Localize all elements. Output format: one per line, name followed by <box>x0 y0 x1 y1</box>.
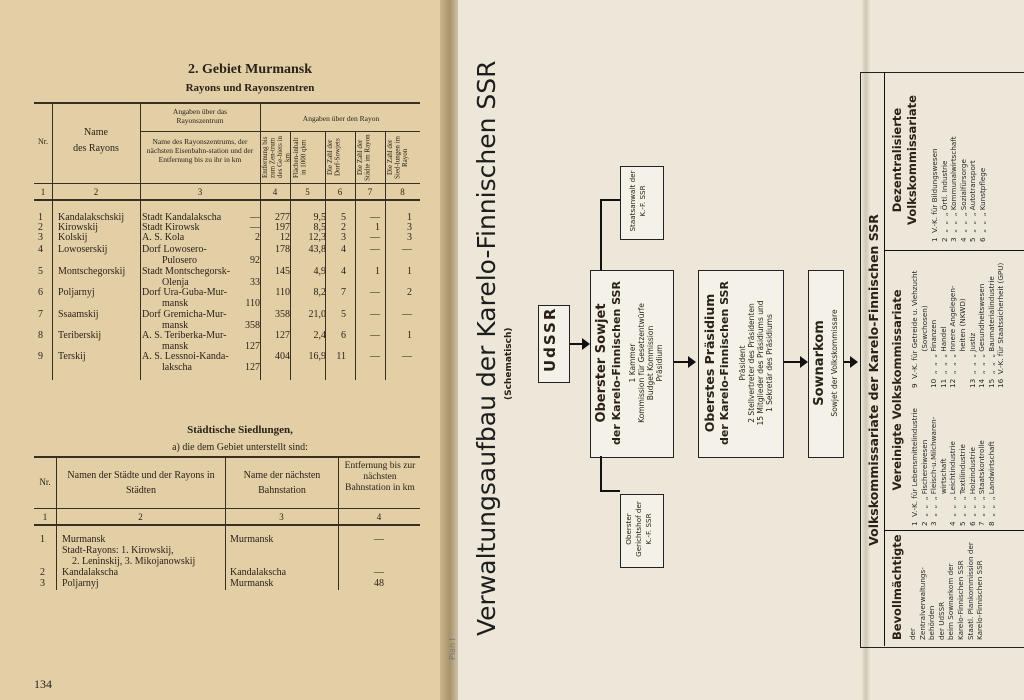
t2-dist: — <box>374 567 384 578</box>
t2-col-num: 1 <box>42 512 48 522</box>
cell-nr: 9 <box>38 351 43 362</box>
col-num: 7 <box>367 187 373 197</box>
cell-nr: 1 <box>38 212 43 223</box>
col-header-name: Name <box>84 127 108 138</box>
t2-col-num: 4 <box>376 512 382 522</box>
cell-d: 145 <box>275 266 290 277</box>
col-group-rayon: Angaben über den Rayon <box>302 114 380 123</box>
left-page <box>0 0 448 700</box>
t2-dist: — <box>374 534 384 545</box>
cell-sied: — <box>402 309 412 320</box>
col-header-dorf: Die Zahl der Dorf-Sowjets <box>326 138 342 177</box>
plan-label: Plan I <box>448 638 457 660</box>
panel-divider <box>884 72 885 646</box>
cell-name: Kandalakschskij <box>58 212 125 223</box>
cell-sied: 3 <box>407 232 412 243</box>
arrow-3 <box>784 361 806 363</box>
cell-name: Teriberskij <box>58 330 102 341</box>
page-subtitle: Rayons und Rayonszentren <box>185 82 315 94</box>
dezentral-title-2: Volkskommissariate <box>905 95 919 225</box>
cell-center: Stadt Kandalakscha <box>142 212 222 223</box>
sownarkom-label: Sownarkom <box>812 320 827 406</box>
staatsanwalt-label: Staatsanwalt der K.-F. SSR <box>628 170 647 232</box>
panel-title: Volkskommissariate der Karelo-Finnischen SSR <box>866 214 881 546</box>
col-header-name-2: des Rayons <box>73 143 119 154</box>
cell-dorf: 5 <box>341 309 346 320</box>
cell-st: — <box>370 309 380 320</box>
praesidium-title-1: Oberstes Präsidium <box>702 293 717 433</box>
cell-sied: 1 <box>407 330 412 341</box>
t2-bahn: Murmansk <box>230 534 274 545</box>
cell-name: Kolskij <box>58 232 88 243</box>
cell-center2: Pulosero <box>162 255 197 266</box>
cell-dorf: 4 <box>341 266 346 277</box>
t2-header-dist: Entfernung bis zur nächsten Bahnstation in km <box>344 461 416 493</box>
cell-st: — <box>370 244 380 255</box>
t2-bahn: Murmansk <box>230 578 274 589</box>
cell-center2: Olenja <box>162 277 189 288</box>
cell-dist: 127 <box>245 341 260 352</box>
cell-center: Stadt Montschegorsk- <box>142 266 231 277</box>
cell-center2: lakscha <box>162 362 192 373</box>
cell-area: 8,2 <box>313 287 326 298</box>
cell-dorf: 7 <box>341 287 346 298</box>
t2-header-nr: Nr. <box>39 477 51 487</box>
diagram-subtitle: (Schematisch) <box>504 327 514 400</box>
cell-st: — <box>370 287 380 298</box>
cell-nr: 5 <box>38 266 43 277</box>
praesidium-line: 2 Stellvertreter des Präsidenten <box>747 303 756 423</box>
dezentral-title-1: Dezentralisierte <box>890 107 904 213</box>
praesidium-line: Präsident <box>738 345 747 381</box>
t2-name: Murmansk <box>62 534 106 545</box>
cell-sied: 1 <box>407 212 412 223</box>
bevoll-title: Bevollmächtigte <box>890 534 904 640</box>
cell-st: — <box>370 232 380 243</box>
cell-d: 277 <box>275 212 290 223</box>
cell-d: 127 <box>275 330 290 341</box>
t2-col-num: 3 <box>279 512 284 522</box>
cell-name: Ssaamskij <box>58 309 99 320</box>
cell-area: 16,9 <box>308 351 326 362</box>
cell-name: Lowoserskij <box>58 244 108 255</box>
cell-dist: 110 <box>245 298 260 309</box>
cell-dorf: 6 <box>341 330 346 341</box>
t2-header-bahn: Name der nächsten Bahnstation <box>243 470 321 496</box>
cell-area: 8,5 <box>313 222 326 233</box>
cell-name: Montschegorskij <box>58 266 126 277</box>
sowjet-title-2: der Karelo-Finnischen SSR <box>610 281 623 445</box>
connector <box>600 490 620 492</box>
cell-center: A. S. Teriberka-Mur- <box>142 330 227 341</box>
cell-area: 9,5 <box>313 212 326 223</box>
cell-dist: — <box>250 212 260 223</box>
col-num: 8 <box>400 187 405 197</box>
cell-d: 178 <box>275 244 290 255</box>
t2-name: Stadt-Rayons: 1. Kirowskij, <box>62 545 174 556</box>
cell-center2: mansk <box>162 320 189 331</box>
page-title: 2. Gebiet Murmansk <box>187 62 313 77</box>
t2-nr: 1 <box>40 534 45 545</box>
cell-nr: 8 <box>38 330 43 341</box>
vereinigte-list-2: 9 V.-K. für Getreide u. Viehzucht (Sowchosen) 10 „ „ „ Finanzen 11 „ „ „ Handel 12 „ „ „ Innere Angelegen- heiten (NKWD) 13 „ „ „ Justiz 14 „ „ „ Gesundheitswesen 15 „ „ „ Baumaterialindustrie 16 V.-K. für Staatssicherheit (GPU) <box>910 262 1006 388</box>
cell-nr: 6 <box>38 287 43 298</box>
sowjet-line: Kommission für Gesetzentwürfe <box>637 303 646 423</box>
col-group-center: Angaben über das Rayonszentrum <box>172 107 228 125</box>
t2-name: Poljarnyj <box>62 578 99 589</box>
udssr-label: UdSSR <box>541 306 559 372</box>
cell-dist: 127 <box>245 362 260 373</box>
col-num: 2 <box>93 187 99 197</box>
t2-name: 2. Leninskij, 3. Mikojanowskij <box>72 556 196 567</box>
panel-divider <box>884 530 1024 531</box>
sowjet-title-1: Oberster Sowjet <box>594 303 609 423</box>
t2-bahn: Kandalakscha <box>230 567 287 578</box>
right-page <box>448 0 1024 700</box>
panel-divider <box>884 250 1024 251</box>
cell-d: 197 <box>275 222 290 233</box>
sowjet-line: 1 Kammer <box>628 343 637 383</box>
arrow-4 <box>844 361 856 363</box>
cell-st: 1 <box>375 266 380 277</box>
sowjet-line: Präsidium <box>655 344 664 382</box>
cell-nr: 7 <box>38 309 43 320</box>
t2-col-num: 2 <box>138 512 143 522</box>
cell-center: Stadt Kirowsk <box>142 222 200 233</box>
cell-d: 110 <box>275 287 290 298</box>
cell-d: 358 <box>275 309 290 320</box>
cell-center: Dorf Lowosero- <box>142 244 207 255</box>
cell-area: 21,0 <box>308 309 326 320</box>
section-title: Städtische Siedlungen, <box>187 424 293 436</box>
cell-dist: — <box>250 222 260 233</box>
cell-nr: 2 <box>38 222 43 233</box>
vereinigte-list-1: 1 V.-K. für Lebensmittelindustrie 2 „ „ „ Fischereiwesen 3 „ „ „ Fleisch-u.Milchwaren- wirtschaft 4 „ „ „ Leichtindustrie 5 „ „ „ Textilindustrie 6 „ „ „ Holzindustrie 7 „ „ „ Staatskontrolle 8 „ „ „ Landwirtschaft <box>910 408 996 526</box>
cell-dorf: 3 <box>341 232 346 243</box>
cell-sied: 3 <box>407 222 412 233</box>
cell-sied: — <box>402 351 412 362</box>
cell-area: 2,4 <box>313 330 326 341</box>
cell-center2: mansk <box>162 341 189 352</box>
t2-name: Kandalakscha <box>62 567 119 578</box>
cell-dorf: 4 <box>341 244 346 255</box>
cell-st: 1 <box>375 222 380 233</box>
cell-sied: — <box>402 244 412 255</box>
cell-center: Dorf Gremicha-Mur- <box>142 309 227 320</box>
cell-d: 404 <box>275 351 290 362</box>
connector <box>600 199 620 201</box>
praesidium-line: 15 Mitglieder des Präsidiums und <box>756 300 765 426</box>
arrow-2 <box>674 361 694 363</box>
cell-st: — <box>370 351 380 362</box>
diagram-title: Verwaltungsaufbau der Karelo-Finnischen SSR <box>472 60 501 636</box>
cell-d: 12 <box>280 232 290 243</box>
cell-area: 43,8 <box>308 244 326 255</box>
connector <box>600 456 602 492</box>
dezentral-list: 1 V.-K. für Bildungswesen 2 „ „ „ Örtl. Industrie 3 „ „ „ Kommunalwirtschaft 4 „ „ „ Sozialfürsorge 5 „ „ „ Autotransport 6 „ „ „ Kunstpflege <box>930 136 987 242</box>
cell-dist: 2 <box>255 232 260 243</box>
cell-st: — <box>370 330 380 341</box>
cell-center: Dorf Ura-Guba-Mur- <box>142 287 228 298</box>
cell-st: — <box>370 212 380 223</box>
cell-sied: 1 <box>407 266 412 277</box>
bevoll-list: der Zentralverwaltungs- behörden der UdSSR beim Sownarkom der Karelo-Finnischen SSR Staatl. Plankommission der Karelo-Finnischen SSR <box>908 542 985 640</box>
col-header-area: Flächen-inhalt in 1000 qkm <box>292 137 308 178</box>
praesidium-title-2: der Karelo-Finnischen SSR <box>718 281 731 445</box>
cell-name: Poljarnyj <box>58 287 95 298</box>
cell-dist: 358 <box>245 320 260 331</box>
cell-dist: 33 <box>250 277 260 288</box>
col-num: 1 <box>40 187 46 197</box>
praesidium-line: 1 Sekretär des Präsidiums <box>765 314 774 412</box>
cell-sied: 2 <box>407 287 412 298</box>
connector <box>600 199 602 270</box>
cell-center: A. S. Kola <box>142 232 185 243</box>
col-num: 5 <box>305 187 310 197</box>
cell-name: Terskij <box>58 351 86 362</box>
cell-dorf: 2 <box>341 222 346 233</box>
t2-header-name: Namen der Städte und der Rayons in Städten <box>67 470 215 496</box>
cell-nr: 4 <box>38 244 43 255</box>
vereinigte-title: Vereinigte Volkskommissariate <box>890 289 904 491</box>
col-header-sied: Die Zahl der Sied-lungen im Rayon <box>386 136 409 179</box>
cell-area: 12,3 <box>308 232 326 243</box>
section-subtitle: a) die dem Gebiet unterstellt sind: <box>172 442 308 453</box>
cell-nr: 3 <box>38 232 43 243</box>
cell-dorf: 11 <box>336 351 346 362</box>
col-num: 4 <box>272 187 278 197</box>
col-header-nr: Nr. <box>38 137 48 146</box>
page-number: 134 <box>34 677 52 691</box>
cell-name: Kirowskij <box>58 222 98 233</box>
cell-center2: mansk <box>162 298 189 309</box>
cell-dorf: 5 <box>341 212 346 223</box>
col-header-dist: Entfernung bis zum Zen-trum des Ge-biets in km <box>261 136 292 179</box>
col-num: 3 <box>197 187 203 197</box>
col-header-center: Name des Rayonszentrums, der nächsten Eisenbahn-station und der Entfernung bis zu ihr in km <box>146 137 254 164</box>
t2-nr: 2 <box>40 567 45 578</box>
book-gutter <box>440 0 460 700</box>
cell-area: 4,9 <box>313 266 326 277</box>
col-num: 6 <box>337 187 343 197</box>
cell-center: A. S. Lessnoi-Kanda- <box>142 351 229 362</box>
cell-dist: 92 <box>250 255 260 266</box>
col-header-staedte: Die Zahl der Städte im Rayon <box>356 134 372 181</box>
gericht-label: Oberster Gerichtshof der K.-F. SSR <box>624 501 653 557</box>
t2-nr: 3 <box>40 578 45 589</box>
t2-dist: 48 <box>374 578 384 589</box>
sowjet-line: Budget Kommission <box>646 325 655 401</box>
arrow-1 <box>570 343 588 345</box>
sownarkom-sub: Sowjet der Volkskommissare <box>830 309 839 417</box>
